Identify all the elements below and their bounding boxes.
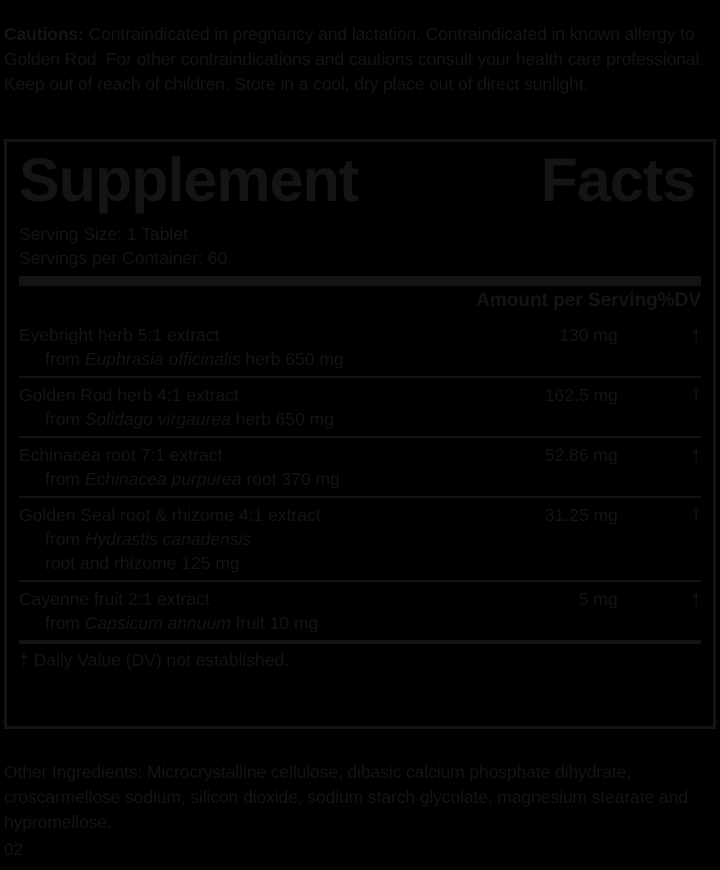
ingredient-dv: † xyxy=(658,377,701,437)
ingredient-amount: 130 mg xyxy=(559,325,618,345)
ingredient-dv: † xyxy=(658,437,701,497)
ingredient-amount: 31.25 mg xyxy=(468,497,658,581)
ingredient-name-cell xyxy=(19,377,468,437)
ingredient-source xyxy=(19,407,468,431)
serving-size: Serving Size: 1 Tablet xyxy=(19,224,188,244)
header-rule-thick xyxy=(19,276,701,286)
table-header-row xyxy=(19,286,701,318)
source-latin: Capsicum annuum xyxy=(84,613,231,633)
ingredient-amount: 5 mg xyxy=(468,581,658,640)
ingredient-amount: 52.86 mg xyxy=(468,437,658,497)
table-row xyxy=(19,581,701,640)
source-prefix: from xyxy=(45,469,85,489)
cautions-paragraph xyxy=(4,22,710,97)
ingredient-name: Eyebright herb 5:1 extract xyxy=(19,325,220,345)
source-latin: Echinacea purpurea xyxy=(84,469,242,489)
source-suffix: root 370 mg xyxy=(241,469,340,489)
ingredient-name-cell xyxy=(19,437,468,497)
source-prefix: from xyxy=(45,349,85,369)
source-prefix: from xyxy=(45,529,85,549)
table-row xyxy=(19,437,701,497)
supplement-facts-panel xyxy=(4,139,716,729)
ingredient-name-cell xyxy=(19,497,468,581)
column-header-name xyxy=(19,286,468,318)
table-row xyxy=(19,497,701,581)
supplement-facts-table xyxy=(19,286,701,640)
source-latin: Hydrastis canadensis xyxy=(84,529,252,549)
supplement-facts-title xyxy=(19,148,701,212)
supplement-facts-title-right: Facts xyxy=(540,146,695,214)
supplement-facts-title-left: Supplement xyxy=(19,146,359,214)
ingredient-dv: † xyxy=(691,325,701,345)
source-prefix: from xyxy=(45,613,85,633)
ingredient-source xyxy=(19,527,468,551)
source-latin: Solidago virgaurea xyxy=(84,409,231,429)
source-prefix: from xyxy=(45,409,85,429)
ingredient-name-cell xyxy=(19,318,468,377)
ingredient-name: Echinacea root 7:1 extract xyxy=(19,445,223,465)
servings-per-container: Servings per Container: 60 xyxy=(19,248,228,268)
cautions-text: Contraindicated in pregnancy and lactation. Contraindicated in known allergy to Golden Rod. For other contraindications and cautions consult your health care professional. Keep out of reach of children. Store in a cool, dry place out of direct sunlight. xyxy=(4,23,705,94)
daily-value-footnote: † Daily Value (DV) not established. xyxy=(19,650,290,670)
table-row xyxy=(19,377,701,437)
ingredient-name: Cayenne fruit 2:1 extract xyxy=(19,589,210,609)
cautions-label: Cautions: xyxy=(4,23,84,44)
ingredient-source-line2: root and rhizome 125 mg xyxy=(45,553,240,573)
ingredient-dv: † xyxy=(658,497,701,581)
ingredient-source xyxy=(19,467,468,491)
serving-info xyxy=(19,222,701,270)
other-ingredients: Other Ingredients: Microcrystalline cellulose, dibasic calcium phosphate dihydrate, croscarmellose sodium, silicon dioxide, sodium starch glycolate, magnesium stearate and hypromellose. xyxy=(4,761,688,832)
ingredient-source xyxy=(19,611,468,635)
source-latin: Euphrasia officinalis xyxy=(84,349,241,369)
column-header-dv: %DV xyxy=(657,290,701,311)
column-header-amount: Amount per Serving xyxy=(476,290,658,311)
corner-code: 02 xyxy=(4,840,23,859)
table-row xyxy=(19,318,701,377)
source-suffix: fruit 10 mg xyxy=(230,613,319,633)
source-suffix: herb 650 mg xyxy=(230,409,334,429)
ingredient-name: Golden Rod herb 4:1 extract xyxy=(19,385,239,405)
ingredient-name: Golden Seal root & rhizome 4:1 extract xyxy=(19,505,321,525)
ingredient-dv: † xyxy=(658,581,701,640)
ingredient-source xyxy=(19,347,468,371)
ingredient-amount: 162.5 mg xyxy=(468,377,658,437)
ingredient-name-cell xyxy=(19,581,468,640)
source-suffix: herb 650 mg xyxy=(240,349,344,369)
